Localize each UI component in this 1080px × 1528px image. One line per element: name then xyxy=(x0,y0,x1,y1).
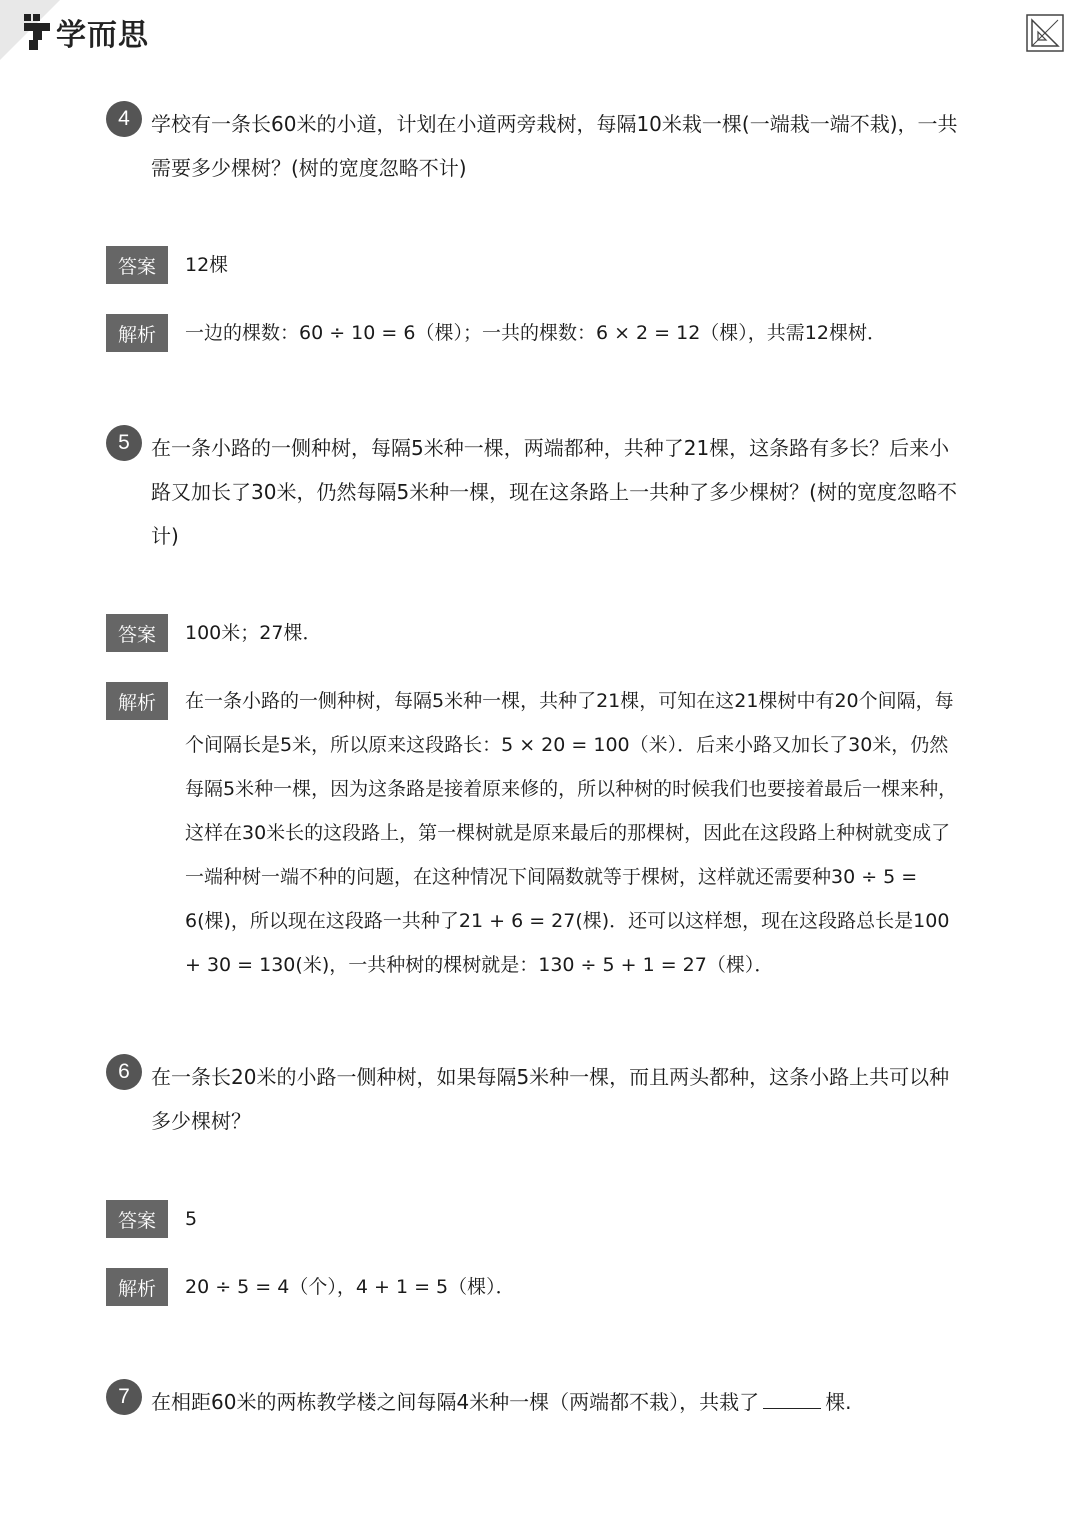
analysis-label: 解析 xyxy=(106,1268,168,1306)
answer-text: 100米；27棵． xyxy=(185,622,322,644)
fill-in-blank[interactable] xyxy=(763,1390,821,1409)
question-text-before: 在相距60米的两栋教学楼之间每隔4米种一棵（两端都不栽），共栽了 xyxy=(151,1390,760,1414)
question-text: 在一条长20米的小路一侧种树，如果每隔5米种一棵，而且两头都种，这条小路上共可以种多少棵树？ xyxy=(151,1065,950,1133)
analysis-text: 在一条小路的一侧种树，每隔5米种一棵，共种了21棵，可知在这21棵树中有20个间隔，每个间隔长是5米，所以原来这段路长：5 × 20 = 100（米）．后来小路又加长了30米，仍然每隔5米种一棵，因为这条路是接着原来修的，所以种树的时候我们也要接着最后一棵来种，这样在30米长的这段路上，第一棵树就是原来最后的那棵树，因此在这段路上种树就变成了一端种树一端不种的问题，在这种情况下间隔数就等于棵树，这样就还需要种30 ÷ 5 = 6(棵)，所以现在这段路一共种了21 + 6 = 27(棵)．还可以这样想，现在这段路总长是100 + 30 = 130(米)，一共种树的棵树就是：130 ÷ 5 + 1 = 27（棵）． xyxy=(185,690,958,976)
answer-label: 答案 xyxy=(106,1200,168,1238)
question-number-badge: 4 xyxy=(106,101,142,137)
logo-icon xyxy=(22,12,52,52)
question-number-badge: 6 xyxy=(106,1054,142,1090)
analysis-text: 一边的棵数：60 ÷ 10 = 6（棵）；一共的棵数：6 × 2 = 12（棵），共需12棵树． xyxy=(185,322,886,344)
answer-label: 答案 xyxy=(106,246,168,284)
question-text xyxy=(151,1380,967,1424)
analysis-text: 20 ÷ 5 = 4（个），4 + 1 = 5（棵）． xyxy=(185,1276,515,1298)
answer-text: 12棵 xyxy=(185,254,229,276)
question-number-badge: 5 xyxy=(106,425,142,461)
answer-text: 5 xyxy=(185,1208,198,1230)
question-text-after: 棵. xyxy=(825,1390,852,1414)
logo-text: 学而思 xyxy=(56,18,149,53)
answer-label: 答案 xyxy=(106,614,168,652)
question-number-badge: 7 xyxy=(106,1379,142,1415)
analysis-label: 解析 xyxy=(106,682,168,720)
question-text: 学校有一条长60米的小道，计划在小道两旁栽树，每隔10米栽一棵(一端栽一端不栽)，一共需要多少棵树？(树的宽度忽略不计) xyxy=(151,112,958,180)
analysis-label: 解析 xyxy=(106,314,168,352)
question-text: 在一条小路的一侧种树，每隔5米种一棵，两端都种，共种了21棵，这条路有多长？后来小路又加长了30米，仍然每隔5米种一棵，现在这条路上一共种了多少棵树？(树的宽度忽略不计) xyxy=(151,436,957,548)
logo xyxy=(22,10,149,54)
ruler-triangle-icon xyxy=(1026,14,1064,52)
